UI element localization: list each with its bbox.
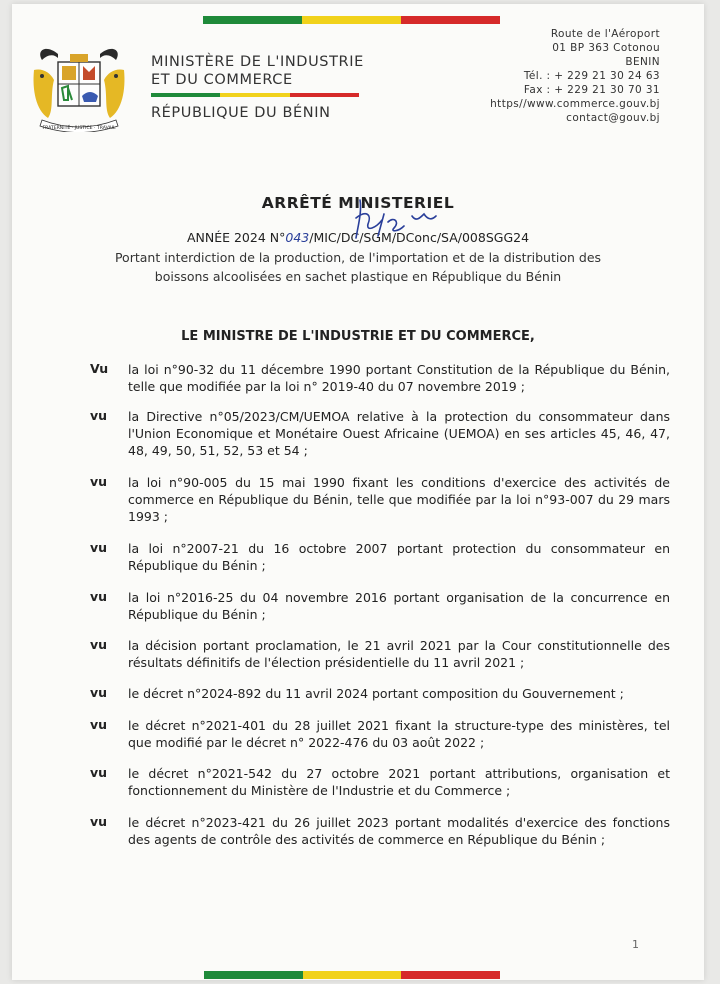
address-line-2: 01 BP 363 Cotonou: [552, 42, 660, 54]
considerant-text: la loi n°90-32 du 11 décembre 1990 portant Constitution de la République du Bénin, telle que modifiée par la loi n° 2019-40 du 07 novembre 2019 ;: [128, 362, 670, 394]
considerant-text: la loi n°2016-25 du 04 novembre 2016 portant organisation de la concurrence en République du Bénin ;: [128, 590, 670, 622]
address-line-1: Route de l'Aéroport: [550, 28, 660, 40]
considerant-label: vu: [90, 717, 108, 732]
considerant-text: la décision portant proclamation, le 21 avril 2021 par la Cour constitutionnelle des résultats définitifs de l'élection présidentielle du 11 avril 2021 ;: [128, 638, 670, 670]
considerant-label: vu: [90, 814, 108, 829]
reference-suffix: /MIC/DC/SGM/DConc/SA/008SGG24: [309, 230, 530, 245]
considerant-label: vu: [90, 765, 108, 780]
considerant-text: le décret n°2021-542 du 27 octobre 2021 portant attributions, organisation et fonctionnement du Ministère de l'Industrie et du Commerce ;: [128, 766, 670, 798]
phone-number: Tél. : + 229 21 30 24 63: [523, 70, 660, 82]
considerant-label: vu: [90, 589, 108, 604]
email-link[interactable]: contact@gouv.bj: [566, 112, 660, 124]
considerant-text: la Directive n°05/2023/CM/UEMOA relative à la protection du consommateur dans l'Union Economique et Monétaire Ouest Africaine (UEMOA) en ses articles 45, 46, 47, 48, 49, 50, 51, 52, 53 et 54 ;: [128, 409, 670, 458]
flag-stripe-header: [151, 93, 359, 97]
considerant-label: vu: [90, 685, 108, 700]
considerant-label: vu: [90, 637, 108, 652]
document-object: [12, 248, 704, 286]
fax-number: Fax : + 229 21 30 70 31: [523, 84, 660, 96]
ministry-line-1: MINISTÈRE DE L'INDUSTRIE: [151, 54, 364, 70]
flag-stripe-top: [203, 16, 500, 24]
reference-number: 043: [285, 230, 310, 245]
reference-prefix: ANNÉE 2024 N°: [186, 230, 286, 245]
considerant-label: vu: [90, 474, 108, 489]
ministry-name: [151, 53, 364, 89]
considerant-text: la loi n°90-005 du 15 mai 1990 fixant les conditions d'exercice des activités de commerce en République du Bénin, telle que modifiée par la loi n°93-007 du 29 mars 1993 ;: [128, 475, 670, 524]
minister-heading: LE MINISTRE DE L'INDUSTRIE ET DU COMMERCE,: [181, 329, 535, 344]
considerant-text: le décret n°2023-421 du 26 juillet 2023 portant modalités d'exercice des fonctions des agents de contrôle des activités de commerce en République du Bénin ;: [128, 815, 670, 847]
considerant-label: vu: [90, 540, 108, 555]
considerant-label: vu: [90, 408, 108, 423]
considerant-text: le décret n°2021-401 du 28 juillet 2021 fixant la structure-type des ministères, tel que modifié par le décret n° 2022-476 du 03 août 2022 ;: [128, 718, 670, 750]
ministry-line-2: ET DU COMMERCE: [151, 72, 293, 88]
address-line-3: BENIN: [625, 56, 660, 68]
coat-of-arms-icon: [28, 40, 130, 132]
republic-name: RÉPUBLIQUE DU BÉNIN: [151, 105, 331, 121]
considerant-text: la loi n°2007-21 du 16 octobre 2007 portant protection du consommateur en République du Bénin ;: [128, 541, 670, 573]
contact-block: [490, 27, 660, 125]
document-page: [12, 4, 704, 980]
svg-text:FRATERNITÉ · JUSTICE · TRAVAIL: FRATERNITÉ · JUSTICE · TRAVAIL: [42, 126, 116, 131]
flag-stripe-bottom: [204, 971, 500, 979]
handwritten-signature-icon: [332, 192, 452, 248]
considerant-label: Vu: [90, 361, 109, 376]
object-line-2: boissons alcoolisées en sachet plastique en République du Bénin: [154, 269, 562, 284]
page-number: 1: [632, 938, 639, 951]
object-line-1: Portant interdiction de la production, de l'importation et de la distribution des: [114, 250, 602, 265]
document-title: ARRÊTÉ MINISTERIEL: [261, 194, 455, 212]
considerant-text: le décret n°2024-892 du 11 avril 2024 portant composition du Gouvernement ;: [128, 686, 624, 701]
website-link[interactable]: https//www.commerce.gouv.bj: [490, 98, 660, 110]
